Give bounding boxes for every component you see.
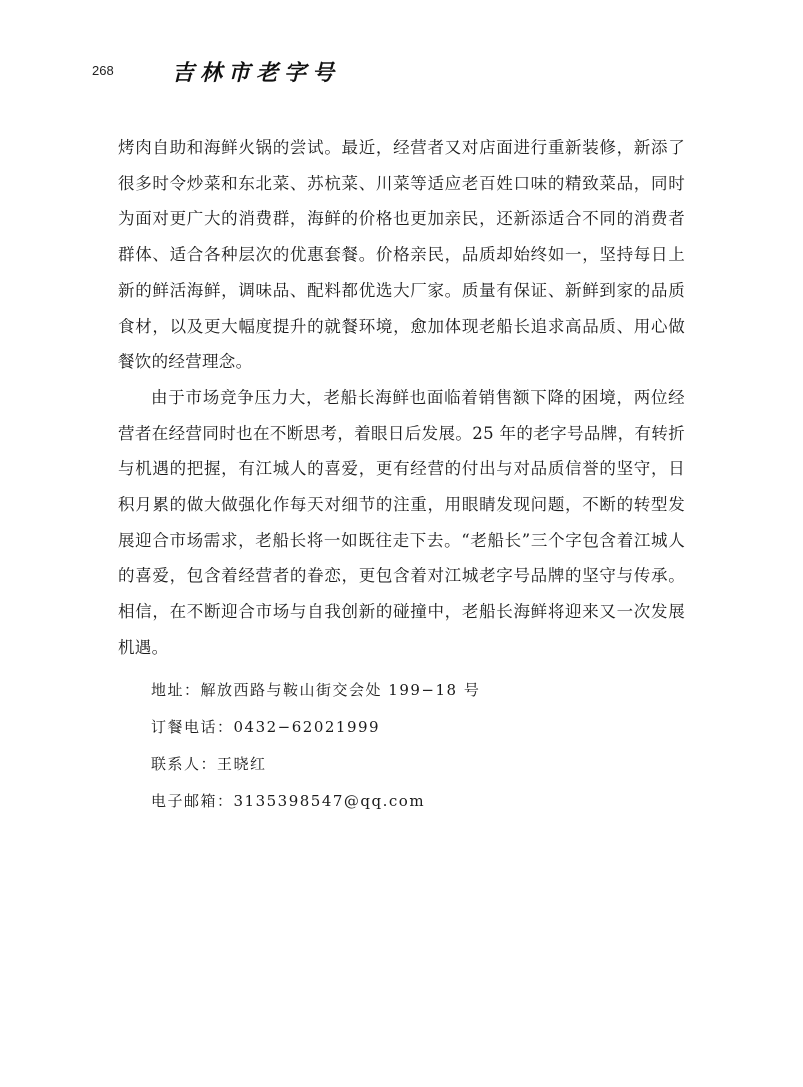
contact-email: 电子邮箱：3135398547@qq.com	[151, 791, 426, 810]
paragraph-2: 由于市场竞争压力大，老船长海鲜也面临着销售额下降的困境，两位经营者在经营同时也在不断思考，着眼日后发展。25 年的老字号品牌，有转折与机遇的把握，有江城人的喜爱，更有经营的付出与对品质信誉的坚守，日积月累的做大做强化作每天对细节的注重，用眼睛发现问题，不断的转型发展迎合市场需求，老船长将一如既往走下去。“老船长”三个字包含着江城人的喜爱，包含着经营者的眷恋，更包含着对江城老字号品牌的坚守与传承。相信，在不断迎合市场与自我创新的碰撞中，老船长海鲜将迎来又一次发展机遇。	[118, 387, 685, 657]
contact-address: 地址：解放西路与鞍山街交会处 199−18 号	[151, 680, 481, 699]
article-body	[118, 130, 685, 820]
page-number: 268	[92, 63, 114, 78]
running-title: 吉林市老字号	[172, 60, 341, 86]
contact-phone: 订餐电话：0432−62021999	[151, 717, 381, 736]
contact-person: 联系人：王晓红	[151, 754, 267, 773]
contact-info	[118, 672, 685, 820]
paragraph-1: 烤肉自助和海鲜火锅的尝试。最近，经营者又对店面进行重新装修，新添了很多时令炒菜和东北菜、苏杭菜、川菜等适应老百姓口味的精致菜品，同时为面对更广大的消费群，海鲜的价格也更加亲民，还新添适合不同的消费者群体、适合各种层次的优惠套餐。价格亲民，品质却始终如一，坚持每日上新的鲜活海鲜，调味品、配料都优选大厂家。质量有保证、新鲜到家的品质食材，以及更大幅度提升的就餐环境，愈加体现老船长追求高品质、用心做餐饮的经营理念。	[118, 138, 685, 372]
